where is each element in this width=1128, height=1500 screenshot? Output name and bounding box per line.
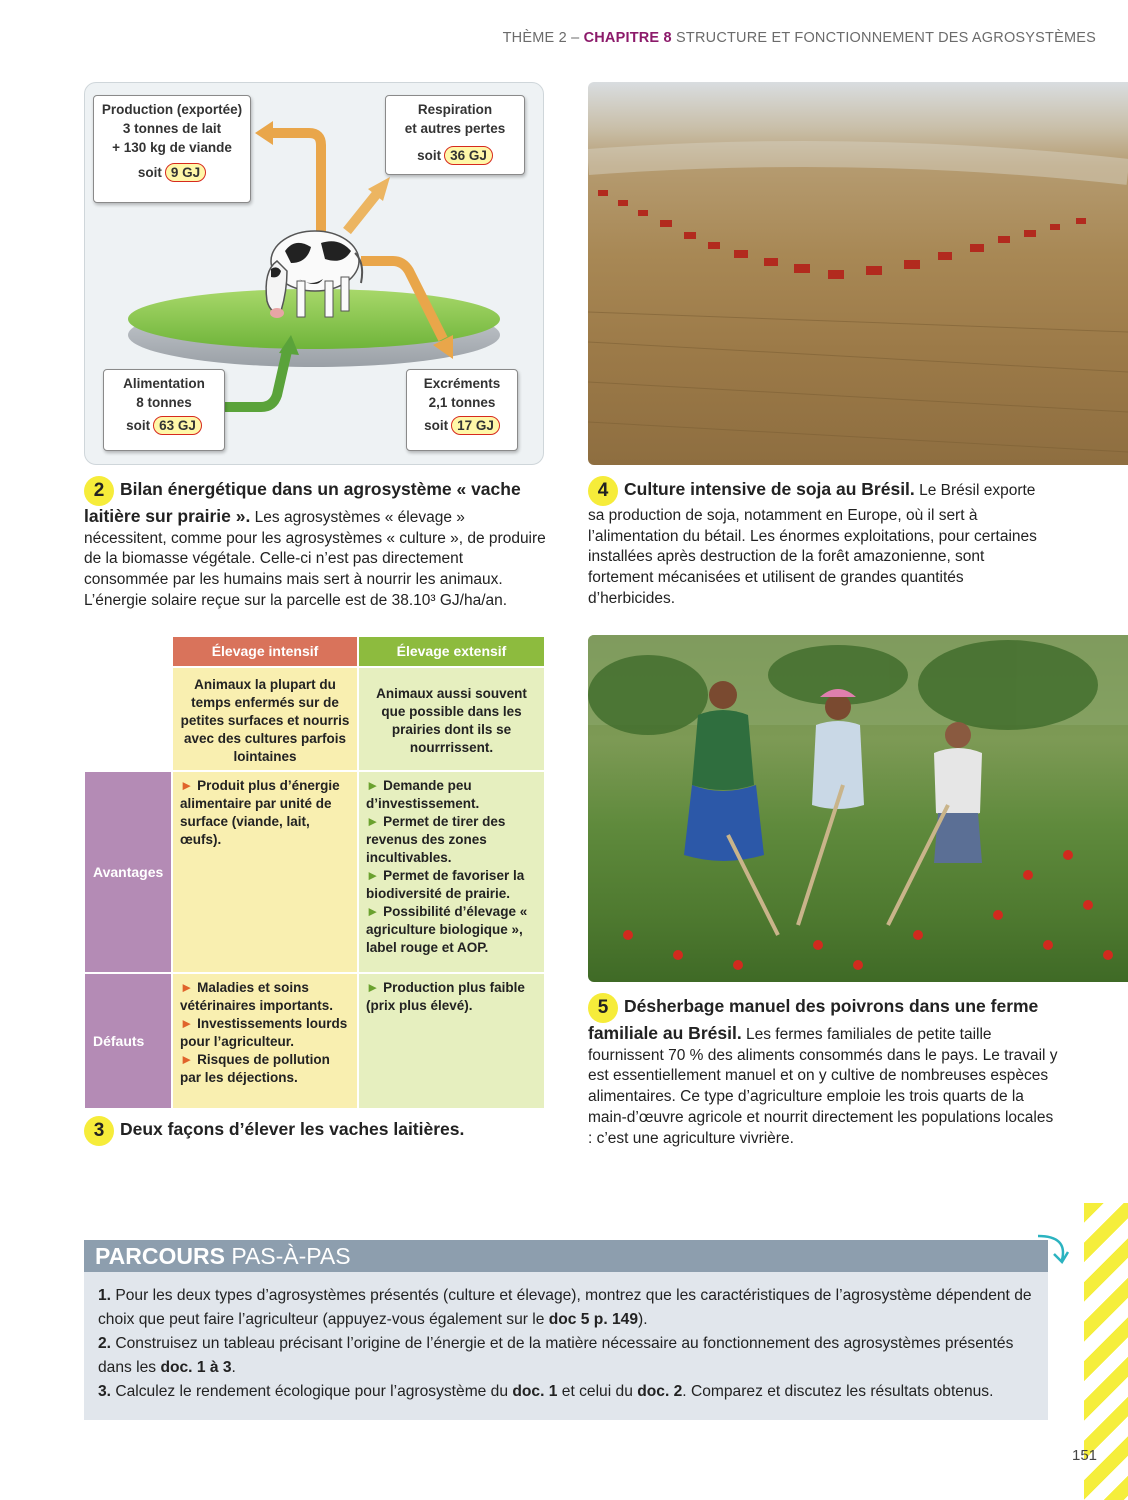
avantage-intensive-text: Produit plus d’énergie alimentaire par unité de surface (viande, lait, œufs). (180, 778, 340, 847)
avantage-extensive-text: Permet de tirer des revenus des zones incultivables. (366, 814, 506, 865)
question-1 (98, 1284, 1034, 1332)
excrements-title: Excréments (423, 376, 501, 391)
doc-number-badge: 5 (588, 993, 618, 1023)
defauts-extensive (359, 974, 544, 1108)
theme-label: THÈME 2 – (502, 30, 580, 46)
running-header (503, 30, 1096, 46)
avantages-extensive (359, 772, 544, 972)
question-end: . (231, 1359, 236, 1376)
doc5-caption (588, 993, 1058, 1149)
question-doc-ref: doc. 1 à 3 (160, 1359, 232, 1376)
arrow-production-head (255, 121, 273, 145)
col-header-intensive: Élevage intensif (173, 637, 357, 666)
doc5-caption-title: Désherbage manuel des poivrons dans une ferme familiale au Brésil. (588, 996, 1039, 1043)
doc-number-badge: 3 (84, 1116, 114, 1146)
question-text: Calculez le rendement écologique pour l’agrosystème du (115, 1383, 509, 1400)
doc-number-badge: 4 (588, 476, 618, 506)
excrements-soit: soit (424, 418, 449, 433)
production-title: Production (exportée) (101, 102, 243, 117)
arrow-production (270, 133, 321, 233)
defaut-intensive-item: ► Investissements lourds pour l’agriculteur. (180, 1016, 348, 1049)
defauts-intensive (173, 974, 357, 1108)
production-line2: + 130 kg de viande (112, 140, 232, 155)
excrements-box (406, 369, 518, 451)
production-line1: 3 tonnes de lait (122, 121, 222, 136)
doc2-caption-title: Bilan énergétique dans un agrosystème « vache laitière sur prairie ». (84, 479, 521, 526)
desc-intensive: Animaux la plupart du temps enfermés sur de petites surfaces et nourris avec des cultures parfois lointaines (173, 668, 357, 770)
avantage-extensive-item: ► Permet de tirer des revenus des zones incultivables. (366, 814, 506, 865)
defaut-intensive-item: ► Risques de pollution par les déjections. (180, 1052, 330, 1085)
doc2-caption-text: Les agrosystèmes « élevage » nécessitent, comme pour les agrosystèmes « culture », de produire de la biomasse végétale. Celle-ci n’est pas directement consommée par les humains mais sert à nourrir les animaux. L’énergie solaire reçue sur la parcelle est de 38.10³ GJ/ha/an. (84, 509, 546, 609)
row-header-defauts: Défauts (85, 974, 171, 1108)
harvester-illustration (588, 82, 1128, 465)
question-end: . Comparez et discutez les résultats obtenus. (682, 1383, 994, 1400)
defaut-intensive-text: Maladies et soins vétérinaires importants. (180, 980, 334, 1013)
doc3-caption (84, 1116, 546, 1146)
doc-number-badge: 2 (84, 476, 114, 506)
respiration-box (385, 95, 525, 175)
avantage-extensive-text: Permet de favoriser la biodiversité de prairie. (366, 868, 525, 901)
chapter-title: STRUCTURE ET FONCTIONNEMENT DES AGROSYSTÈMES (676, 30, 1096, 46)
production-energy: 9 GJ (165, 163, 206, 182)
question-text-mid: et celui du (561, 1383, 633, 1400)
avantage-intensive-item: ► Produit plus d’énergie alimentaire par unité de surface (viande, lait, œufs). (180, 778, 340, 847)
doc4-caption-title: Culture intensive de soja au Brésil. (624, 479, 915, 500)
arrow-respiration (347, 191, 379, 231)
avantage-extensive-item: ► Permet de favoriser la biodiversité de prairie. (366, 868, 525, 901)
avantage-extensive-text: Demande peu d’investissement. (366, 778, 480, 811)
farmer-right (934, 722, 982, 863)
avantages-intensive (173, 772, 357, 972)
alimentation-energy: 63 GJ (153, 416, 202, 435)
parcours-header (84, 1240, 1048, 1272)
page-number: 151 (1072, 1447, 1098, 1464)
parcours-title-light: PAS-À-PAS (231, 1243, 351, 1269)
question-doc-ref: doc. 2 (637, 1383, 683, 1400)
energy-diagram (84, 82, 544, 465)
alimentation-title: Alimentation (123, 376, 205, 391)
doc4-caption (588, 476, 1048, 610)
parcours-title-bold: PARCOURS (95, 1243, 225, 1269)
defaut-intensive-text: Risques de pollution par les déjections. (180, 1052, 330, 1085)
desc-extensive: Animaux aussi souvent que possible dans les prairies dont ils se nourrrissent. (359, 668, 544, 770)
row-header-avantages: Avantages (85, 772, 171, 972)
soybean-harvest-photo (588, 82, 1128, 465)
question-number: 3. (98, 1383, 112, 1400)
defaut-extensive-item: ► Production plus faible (prix plus élevé). (366, 980, 525, 1013)
respiration-line1: et autres pertes (404, 121, 506, 136)
question-number: 2. (98, 1335, 112, 1352)
avantage-extensive-text: Possibilité d’élevage « agriculture biologique », label rouge et AOP. (366, 904, 528, 955)
defaut-intensive-item: ► Maladies et soins vétérinaires importants. (180, 980, 334, 1013)
manual-weeding-photo (588, 635, 1128, 982)
question-2 (98, 1332, 1034, 1380)
question-text: Pour les deux types d’agrosystèmes présentés (culture et élevage), montrez que les caractéristiques de l’agrosystème dépendent de choix que peut faire l’agriculteur (appuyez-vous également sur le (98, 1287, 1032, 1328)
doc2-caption (84, 476, 546, 612)
doc4-caption-text: Le Brésil exporte sa production de soja, notamment en Europe, où il sert à l’alimentation du bétail. Les énormes exploitations, pour certaines installées après destruction de la forêt amazonienne, sont fortement mécanisées et utilisent de grandes quantités d’herbicides. (588, 482, 1037, 607)
question-end: ). (638, 1311, 648, 1328)
respiration-title: Respiration (417, 102, 493, 117)
alimentation-soit: soit (126, 418, 151, 433)
question-doc-ref: doc 5 p. 149 (548, 1311, 639, 1328)
farmers-illustration (588, 635, 1128, 982)
respiration-soit: soit (417, 148, 442, 163)
alimentation-box (103, 369, 225, 451)
question-text: Construisez un tableau précisant l’origine de l’énergie et de la matière nécessaire au fonctionnement des agrosystèmes présentés dans les (98, 1335, 1014, 1376)
chapter-label: CHAPITRE 8 (583, 30, 672, 46)
doc3-caption-title: Deux façons d’élever les vaches laitières. (120, 1119, 465, 1140)
col-header-extensive: Élevage extensif (359, 637, 544, 666)
arrow-curve-icon (1032, 1230, 1074, 1266)
question-3 (98, 1380, 1034, 1404)
respiration-energy: 36 GJ (444, 146, 493, 165)
avantage-extensive-item: ► Possibilité d’élevage « agriculture biologique », label rouge et AOP. (366, 904, 528, 955)
defaut-extensive-text: Production plus faible (prix plus élevé). (366, 980, 525, 1013)
avantage-extensive-item: ► Demande peu d’investissement. (366, 778, 480, 811)
production-box (93, 95, 251, 203)
excrements-energy: 17 GJ (451, 416, 500, 435)
alimentation-line1: 8 tonnes (136, 395, 192, 410)
parcours-questions (84, 1272, 1048, 1420)
defaut-intensive-text: Investissements lourds pour l’agriculteur. (180, 1016, 348, 1049)
question-number: 1. (98, 1287, 112, 1304)
doc5-caption-text: Les fermes familiales de petite taille fournissent 70 % des aliments consommés dans le pays. Le travail y est essentiellement manuel et on y cultive de nombreuses espèces alimentaires. Ce type d’agriculture emploie les trois quarts de la main-d’œuvre agricole et nourrit directement les populations locales : c’est une agriculture vivrière. (588, 1026, 1058, 1147)
question-doc-ref: doc. 1 (512, 1383, 558, 1400)
excrements-line1: 2,1 tonnes (428, 395, 496, 410)
production-soit: soit (137, 165, 162, 180)
